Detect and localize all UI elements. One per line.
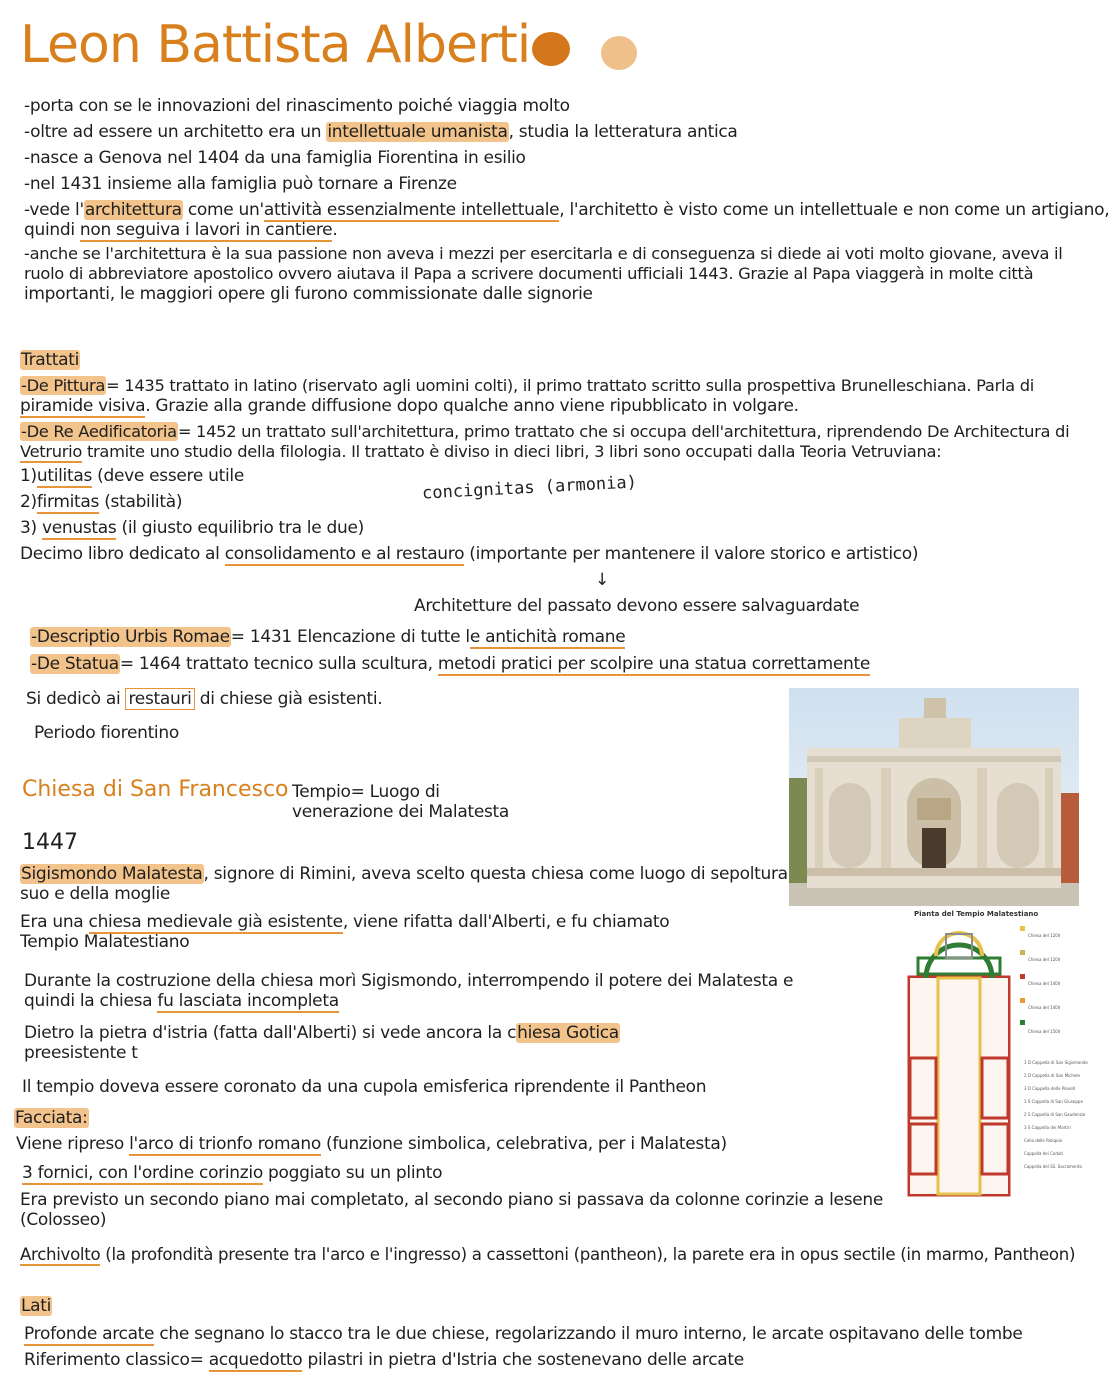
intro-line-4: -nel 1431 insieme alla famiglia può tornare a Firenze xyxy=(24,174,457,194)
era-line-2: Tempio Malatestiano xyxy=(20,932,190,952)
decimo-libro-line: Decimo libro dedicato al consolidamento e al restauro (importante per mantenere il valore storico e artistico) xyxy=(20,544,919,564)
sigismondo-line-2: suo e della moglie xyxy=(20,884,171,904)
de-pittura-line-1: -De Pittura= 1435 trattato in latino (riservato agli uomini colti), il primo trattato scritto sulla prospettiva Brunelleschiana. Parla di xyxy=(21,376,1034,395)
plan-title: Pianta del Tempio Malatestiano xyxy=(914,910,1039,918)
salvaguardate-line: Architetture del passato devono essere salvaguardate xyxy=(414,596,860,616)
de-pittura-line-2: piramide visiva. Grazie alla grande diffusione dopo qualche anno viene ripubblicato in volgare. xyxy=(20,396,799,416)
utilitas-line: 1)utilitas (deve essere utile xyxy=(20,466,244,486)
sigismondo-line-1: Sigismondo Malatesta, signore di Rimini, aveva scelto questa chiesa come luogo di sepoltura xyxy=(21,864,788,884)
periodo-fiorentino: Periodo fiorentino xyxy=(34,723,179,743)
handwritten-note: concignitas (armonia) xyxy=(421,472,638,504)
dietro-line-2: preesistente t xyxy=(24,1043,138,1063)
tempio-malatestiano-photo xyxy=(789,688,1079,906)
page-title: Leon Battista Alberti xyxy=(20,15,531,75)
arrow-down-icon: ↓ xyxy=(595,570,609,590)
venustas-line: 3) venustas (il giusto equilibrio tra le due) xyxy=(20,518,364,538)
plan-legend: Chiesa del 1200 Chiesa del 1200 Chiesa del 1400 Chiesa del 1400 Chiesa del 1500 xyxy=(1028,933,1061,1034)
restauri-line: Si dedicò ai restauri di chiese già esistenti. xyxy=(26,689,383,709)
facciata-heading: Facciata: xyxy=(15,1108,88,1128)
intro-line-5: -vede l'architettura come un'attività essenzialmente intellettuale, l'architetto è visto come un intellettuale e non come un artigiano, xyxy=(24,200,1109,220)
de-re-aedificatoria-line-2: Vetrurio tramite uno studio della filologia. Il trattato è diviso in dieci libri, 3 libri sono occupati dalla Teoria Vetruviana: xyxy=(20,442,942,461)
decor-dot-dark xyxy=(532,32,570,66)
facciata-line-4: (Colosseo) xyxy=(20,1210,107,1230)
de-re-aedificatoria-line-1: -De Re Aedificatoria= 1452 un trattato sull'architettura, primo trattato che si occupa dell'architettura, riprendendo De Architectura di xyxy=(21,422,1070,441)
de-statua-line: -De Statua= 1464 trattato tecnico sulla scultura, metodi pratici per scolpire una statua correttamente xyxy=(31,654,870,674)
facciata-line-2: 3 fornici, con l'ordine corinzio poggiato su un plinto xyxy=(22,1163,443,1183)
firmitas-line: 2)firmitas (stabilità) xyxy=(20,492,183,512)
intro-line-8: ruolo di abbreviatore apostolico ovvero aiutava il Papa a scrivere documenti ufficiali 1443. Grazie al Papa viaggerà in molte città xyxy=(24,264,1034,283)
intro-line-6: quindi non seguiva i lavori in cantiere. xyxy=(24,220,338,240)
era-line-1: Era una chiesa medievale già esistente, viene rifatta dall'Alberti, e fu chiamato xyxy=(20,912,670,932)
facciata-line-3: Era previsto un secondo piano mai completato, al secondo piano si passava da colonne corinzie a lesene xyxy=(20,1190,884,1210)
highlight-intellettuale: intellettuale umanista xyxy=(327,122,508,142)
chiesa-heading: Chiesa di San Francesco xyxy=(22,777,289,802)
intro-line-2: -oltre ad essere un architetto era un intellettuale umanista, studia la letteratura antica xyxy=(24,122,738,142)
cupola-line: Il tempio doveva essere coronato da una cupola emisferica riprendente il Pantheon xyxy=(22,1077,707,1097)
pianta-tempio xyxy=(898,908,1088,1200)
decor-dot-light xyxy=(601,36,637,70)
plan-chapels: 1 D Cappella di San Sigismondo 2 D Cappella di San Michele 3 D Cappella delle Pianeti 1 S Cappella di San Giuseppe 2 S Cappella di San Gaudenzio 3 S Cappella dei Martiri Cella delle Reliquie Cappella dei Caduti Cappella del SS. Sacramento xyxy=(1024,1060,1088,1169)
trattati-heading: Trattati xyxy=(21,350,80,370)
lati-heading: Lati xyxy=(21,1296,52,1316)
tempio-def-line-2: venerazione dei Malatesta xyxy=(292,802,510,822)
intro-line-7: -anche se l'architettura è la sua passione non aveva i mezzi per esercitarla e di conseguenza si diede ai voti molto giovane, aveva il xyxy=(24,244,1063,263)
durante-line-2: quindi la chiesa fu lasciata incompleta xyxy=(24,991,339,1011)
durante-line-1: Durante la costruzione della chiesa morì Sigismondo, interrompendo il potere dei Malatesta e xyxy=(24,971,794,991)
lati-line-1: Profonde arcate che segnano lo stacco tra le due chiese, regolarizzando il muro interno, le arcate ospitavano delle tombe xyxy=(24,1324,1023,1344)
facciata-line-1: Viene ripreso l'arco di trionfo romano (funzione simbolica, celebrativa, per i Malatesta) xyxy=(16,1134,727,1154)
tempio-def-line-1: Tempio= Luogo di xyxy=(292,782,440,802)
lati-line-2: Riferimento classico= acquedotto pilastri in pietra d'Istria che sostenevano delle arcate xyxy=(24,1350,744,1370)
intro-line-3: -nasce a Genova nel 1404 da una famiglia Fiorentina in esilio xyxy=(24,148,526,168)
dietro-line-1: Dietro la pietra d'istria (fatta dall'Alberti) si vede ancora la chiesa Gotica xyxy=(24,1023,619,1043)
year-1447: 1447 xyxy=(22,830,78,855)
archivolto-line: Archivolto (la profondità presente tra l'arco e l'ingresso) a cassettoni (pantheon), la parete era in opus sectile (in marmo, Pantheon) xyxy=(20,1245,1076,1264)
intro-line-1: -porta con se le innovazioni del rinascimento poiché viaggia molto xyxy=(24,96,570,116)
intro-line-9: importanti, le maggiori opere gli furono commissionate dalle signorie xyxy=(24,284,593,304)
descriptio-line: -Descriptio Urbis Romae= 1431 Elencazione di tutte le antichità romane xyxy=(31,627,626,647)
